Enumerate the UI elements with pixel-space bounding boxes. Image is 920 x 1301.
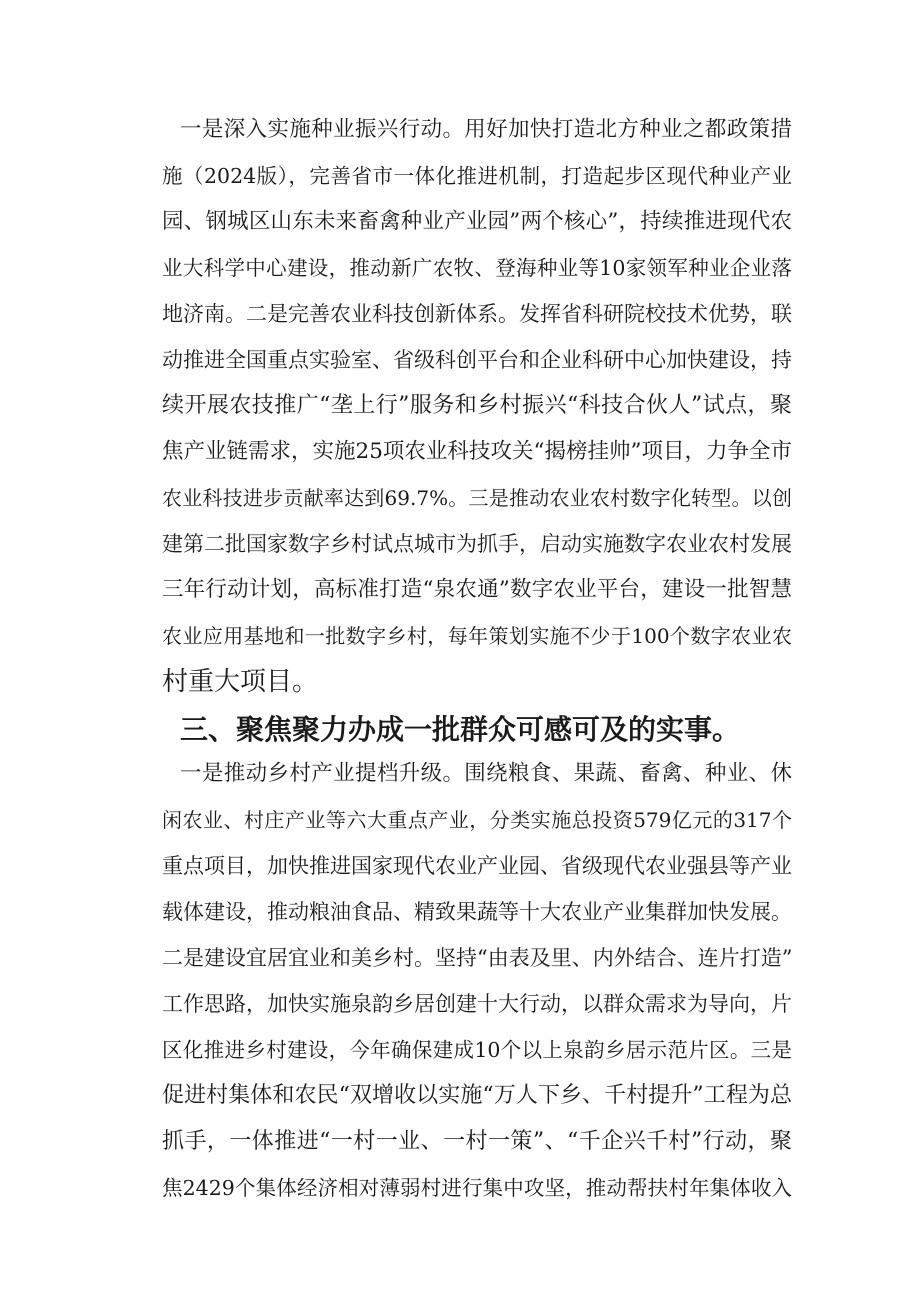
para2-line-5: 二是建设宜居宜业和美乡村。坚持“由表及里、内外结合、连片打造” bbox=[162, 946, 793, 970]
para1-line-8: 焦产业链需求，实施25项农业科技攻关“揭榜挂帅”项目，力争全市 bbox=[162, 439, 792, 464]
para1-line-13: 村重大项目。 bbox=[162, 667, 319, 697]
para1-line-4: 业大科学中心建设，推动新广农牧、登海种业等10家领军种业企业落 bbox=[162, 256, 792, 280]
para1-line-5: 地济南。二是完善农业科技创新体系。发挥省科研院校技术优势，联 bbox=[162, 302, 792, 326]
para1-line-10: 建第二批国家数字乡村试点城市为抓手，启动实施数字农业农村发展 bbox=[162, 532, 792, 556]
para1-line-9: 农业科技进步贡献率达到69.7%。三是推动农业农村数字化转型。以创 bbox=[162, 486, 792, 510]
para2-line-9: 抓手，一体推进“一村一业、一村一策”、“千企兴千村”行动，聚 bbox=[162, 1129, 792, 1154]
para1-line-1: 一是深入实施种业振兴行动。用好加快打造北方种业之都政策措 bbox=[180, 117, 792, 142]
para2-line-3: 重点项目，加快推进国家现代农业产业园、省级现代农业强县等产业 bbox=[162, 854, 792, 878]
para2-line-2: 闲农业、村庄产业等六大重点产业，分类实施总投资579亿元的317个 bbox=[162, 808, 792, 832]
para2-line-7: 区化推进乡村建设，今年确保建成10个以上泉韵乡居示范片区。三是 bbox=[162, 1038, 792, 1062]
para2-line-8: 促进村集体和农民“双增收以实施“万人下乡、千村提升”工程为总 bbox=[162, 1083, 792, 1108]
para2-line-10: 焦2429个集体经济相对薄弱村进行集中攻坚，推动帮扶村年集体收入 bbox=[162, 1176, 792, 1200]
para1-line-6: 动推进全国重点实验室、省级科创平台和企业科研中心加快建设，持 bbox=[162, 348, 792, 372]
para1-line-7: 续开展农技推广“垄上行”服务和乡村振兴“科技合伙人”试点，聚 bbox=[162, 393, 792, 418]
para1-line-11: 三年行动计划，高标准打造“泉农通”数字农业平台，建设一批智慧 bbox=[162, 577, 792, 602]
para2-line-1: 一是推动乡村产业提档升级。围绕粮食、果蔬、畜禽、种业、休 bbox=[180, 761, 792, 786]
para1-line-12: 农业应用基地和一批数字乡村，每年策划实施不少于100个数字农业农 bbox=[162, 624, 792, 648]
para1-line-2: 施（2024版），完善省市一体化推进机制，打造起步区现代种业产业 bbox=[162, 164, 792, 188]
para1-line-3: 园、钢城区山东未来畜禽种业产业园”两个核心”，持续推进现代农 bbox=[162, 209, 792, 234]
para2-line-6: 工作思路，加快实施泉韵乡居创建十大行动，以群众需求为导向，片 bbox=[162, 992, 792, 1016]
para2-line-4: 载体建设，推动粮油食品、精致果蔬等十大农业产业集群加快发展。 bbox=[162, 900, 792, 924]
section-heading: 三、聚焦聚力办成一批群众可感可及的实事。 bbox=[180, 713, 741, 746]
